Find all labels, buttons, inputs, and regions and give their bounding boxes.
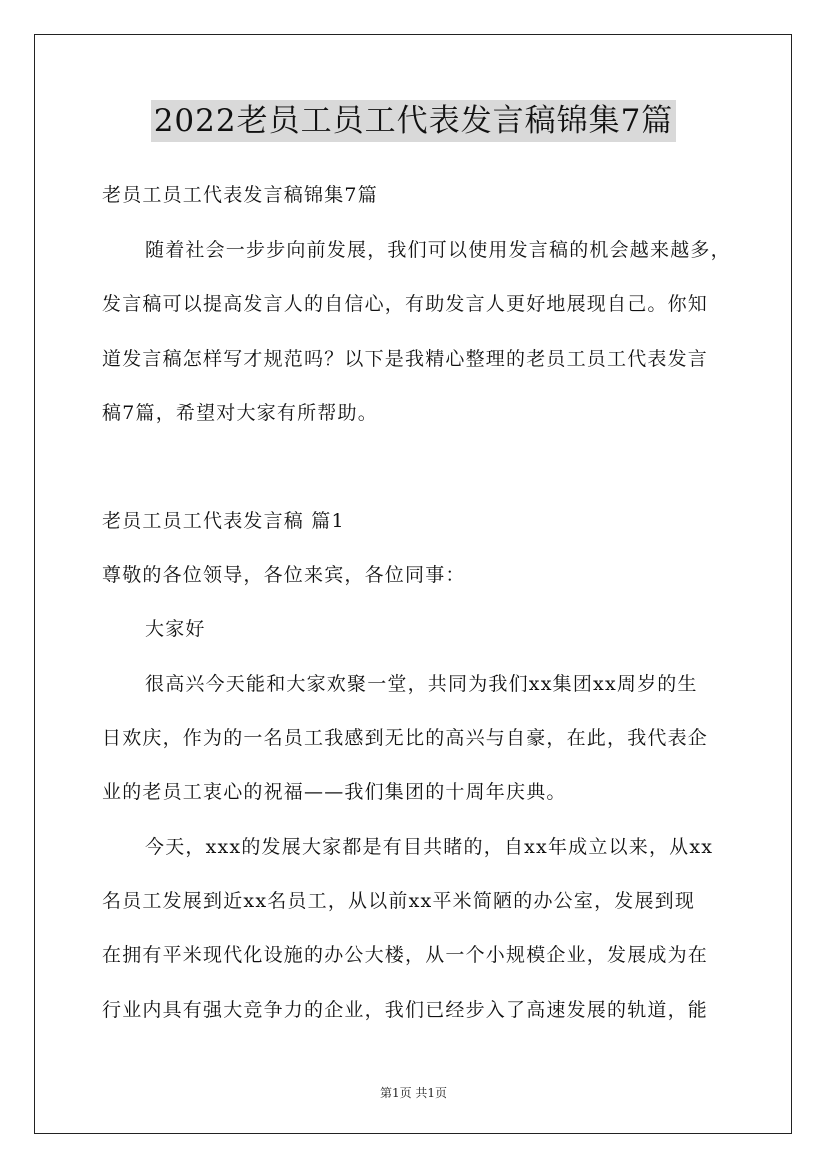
paragraph-line: 名员工发展到近xx名员工，从以前xx平米简陋的办公室，发展到现 [102,890,696,912]
salutation: 尊敬的各位领导，各位来宾，各位同事： [102,564,466,586]
document-title: 2022老员工员工代表发言稿锦集7篇 [151,100,677,142]
paragraph-line: 很高兴今天能和大家欢聚一堂，共同为我们xx集团xx周岁的生 [145,673,698,695]
paragraph-line: 业的老员工衷心的祝福——我们集团的十周年庆典。 [102,781,567,803]
paragraph-line: 随着社会一步步向前发展，我们可以使用发言稿的机会越来越多， [145,239,731,261]
paragraph-line: 日欢庆，作为的一名员工我感到无比的高兴与自豪，在此，我代表企 [102,727,709,749]
paragraph-line: 今天，xxx的发展大家都是有目共睹的，自xx年成立以来，从xx [145,836,714,858]
subtitle-line: 老员工员工代表发言稿锦集7篇 [102,184,378,206]
paragraph-line: 发言稿可以提高发言人的自信心，有助发言人更好地展现自己。你知 [102,293,709,315]
paragraph-line: 稿7篇，希望对大家有所帮助。 [102,402,378,424]
page-footer: 第1页 共1页 [379,1086,448,1100]
paragraph-line: 道发言稿怎样写才规范吗？以下是我精心整理的老员工员工代表发言 [102,348,709,370]
section-heading: 老员工员工代表发言稿 篇1 [102,510,345,532]
document-title-wrap [0,100,827,142]
greeting: 大家好 [145,618,206,640]
paragraph-line: 在拥有平米现代化设施的办公大楼，从一个小规模企业，发展成为在 [102,944,709,966]
paragraph-line: 行业内具有强大竞争力的企业，我们已经步入了高速发展的轨道，能 [102,999,709,1021]
